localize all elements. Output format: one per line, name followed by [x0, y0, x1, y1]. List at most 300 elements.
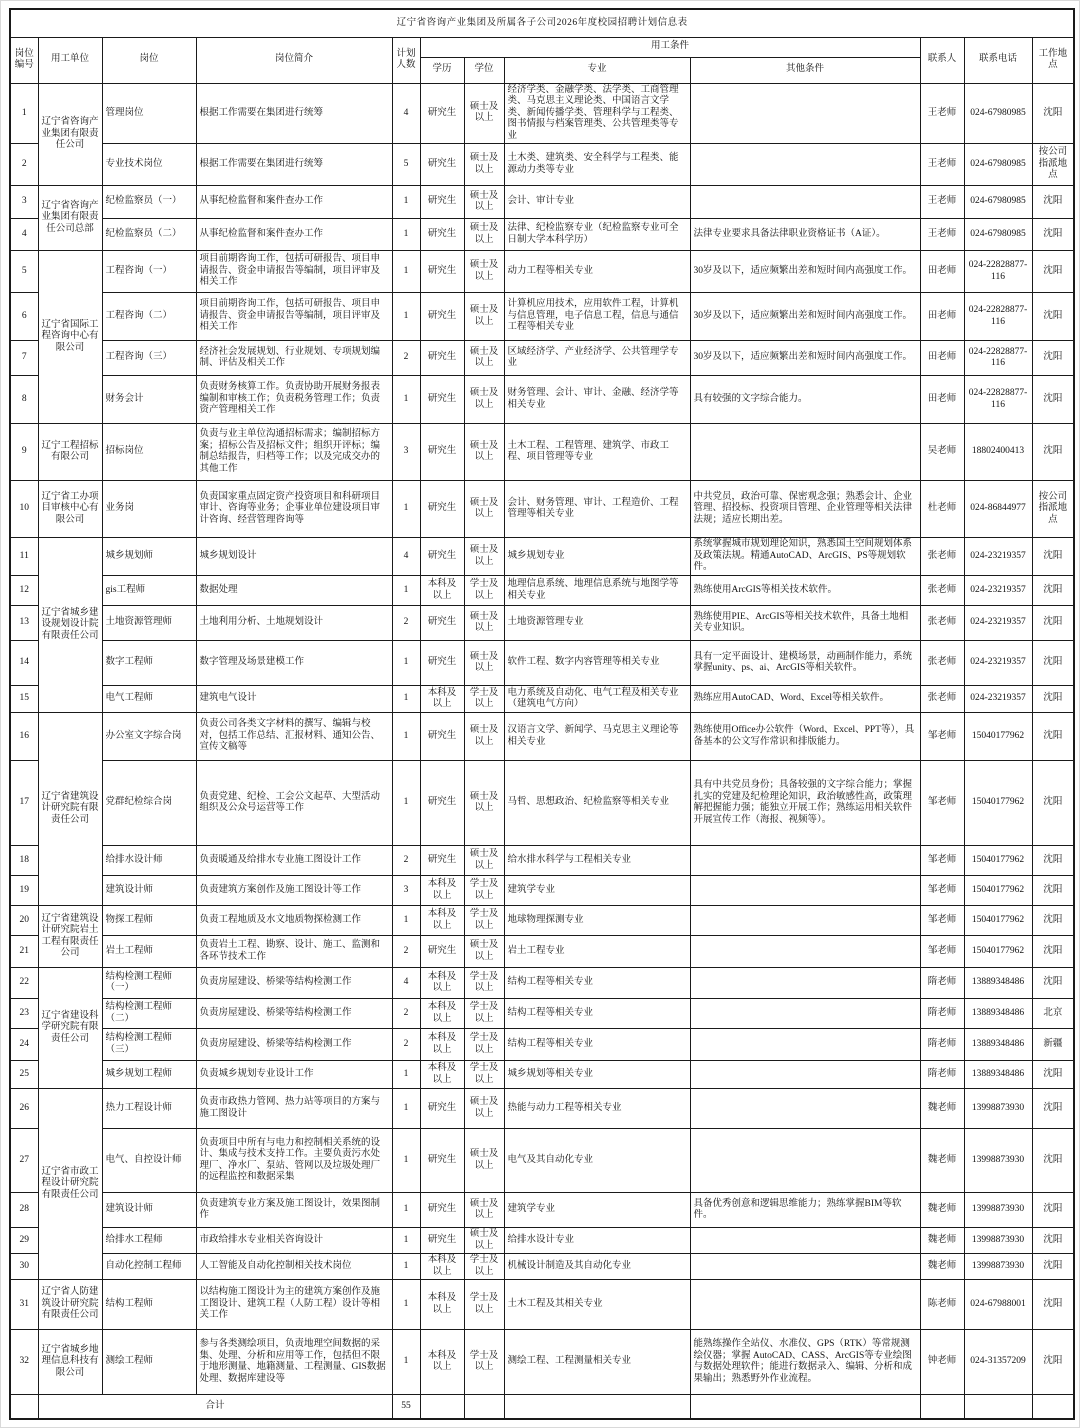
table-row [10, 1029, 1074, 1061]
cell-contact: 张老师 [920, 686, 964, 713]
cell-post-id: 27 [10, 1129, 38, 1193]
cell-plan-count: 1 [392, 761, 420, 846]
cell-post: 党群纪检综合岗 [102, 761, 196, 846]
cell-post-desc: 负责公司各类文字材料的撰写、编辑与校对，包括工作总结、汇报材料、通知公告、宣传文稿等 [196, 713, 392, 761]
cell-contact: 邹老师 [920, 846, 964, 876]
cell-contact: 王老师 [920, 144, 964, 186]
cell-major: 给排水设计专业 [504, 1228, 690, 1254]
cell-post: 工程咨询（一） [102, 251, 196, 293]
cell-degree: 学士及以上 [464, 968, 504, 999]
cell-post-id: 14 [10, 641, 38, 686]
cell-major: 计算机应用技术，应用软件工程，计算机与信息管理，电子信息工程，信息与通信工程等相关专业 [504, 293, 690, 341]
cell-phone: 024-31357209 [964, 1330, 1032, 1395]
cell-plan-count: 1 [392, 219, 420, 251]
cell-post-desc: 经济社会发展规划、行业规划、专项规划编制、评估及相关工作 [196, 341, 392, 376]
cell-phone: 18802400413 [964, 424, 1032, 481]
cell-major: 土木类、建筑类、安全科学与工程类、能源动力类等专业 [504, 144, 690, 186]
cell-other-conditions: 熟练使用Office办公软件（Word、Excel、PPT等），具备基本的公文写作常识和排版能力。 [690, 713, 920, 761]
cell-degree: 硕士及以上 [464, 341, 504, 376]
cell-contact: 田老师 [920, 341, 964, 376]
total-row [10, 1395, 1074, 1419]
table-row [10, 144, 1074, 186]
cell-location: 沈阳 [1032, 186, 1074, 219]
cell-employer: 辽宁工程招标有限公司 [38, 424, 102, 481]
cell-post-id: 4 [10, 219, 38, 251]
total-label: 合计 [38, 1395, 392, 1419]
recruitment-table [9, 8, 1075, 1420]
cell-education: 本科及以上 [420, 999, 464, 1029]
cell-post-desc: 负责党建、纪检、工会公文起草、大型活动组织及公众号运营等工作 [196, 761, 392, 846]
cell-other-conditions: 具备优秀创意和逻辑思维能力；熟练掌握BIM等软件。 [690, 1193, 920, 1228]
cell-post-desc: 市政给排水专业相关咨询设计 [196, 1228, 392, 1254]
cell-degree: 学士及以上 [464, 576, 504, 606]
cell-education: 研究生 [420, 1129, 464, 1193]
cell-phone: 15040177962 [964, 936, 1032, 968]
cell-other-conditions: 法律专业要求具备法律职业资格证书（A证）。 [690, 219, 920, 251]
cell-plan-count: 1 [392, 1330, 420, 1395]
cell-contact: 魏老师 [920, 1129, 964, 1193]
cell-post: 纪检监察员（一） [102, 186, 196, 219]
cell-major: 机械设计制造及其自动化专业 [504, 1254, 690, 1280]
cell-major: 岩土工程专业 [504, 936, 690, 968]
cell-major: 城乡规划专业 [504, 538, 690, 576]
cell-degree: 学士及以上 [464, 1061, 504, 1089]
cell-degree: 硕士及以上 [464, 1129, 504, 1193]
cell-plan-count: 1 [392, 186, 420, 219]
cell-education: 本科及以上 [420, 876, 464, 906]
cell-post-desc: 城乡规划设计 [196, 538, 392, 576]
table-row [10, 219, 1074, 251]
cell-education: 本科及以上 [420, 1254, 464, 1280]
cell-plan-count: 1 [392, 686, 420, 713]
cell-major: 给水排水科学与工程相关专业 [504, 846, 690, 876]
cell-phone: 13998873930 [964, 1254, 1032, 1280]
cell-education: 研究生 [420, 936, 464, 968]
cell-post: 工程咨询（三） [102, 341, 196, 376]
cell-post-desc: 负责暖通及给排水专业施工图设计工作 [196, 846, 392, 876]
cell-post: 自动化控制工程师 [102, 1254, 196, 1280]
cell-contact: 田老师 [920, 251, 964, 293]
cell-plan-count: 4 [392, 968, 420, 999]
cell-education: 研究生 [420, 1193, 464, 1228]
cell-post-id: 32 [10, 1330, 38, 1395]
cell-contact: 魏老师 [920, 1089, 964, 1129]
table-row [10, 481, 1074, 538]
cell-plan-count: 1 [392, 906, 420, 936]
cell-other-conditions: 熟练使用ArcGIS等相关技术软件。 [690, 576, 920, 606]
cell-degree: 硕士及以上 [464, 219, 504, 251]
cell-major: 电气及其自动化专业 [504, 1129, 690, 1193]
cell-phone: 13998873930 [964, 1193, 1032, 1228]
cell-post: 测绘工程师 [102, 1330, 196, 1395]
cell-post-desc: 负责房屋建设、桥梁等结构检测工作 [196, 1029, 392, 1061]
title-row [10, 9, 1074, 37]
cell-phone: 13889348486 [964, 968, 1032, 999]
table-row [10, 341, 1074, 376]
cell-post-id: 5 [10, 251, 38, 293]
table-row [10, 1254, 1074, 1280]
total-empty-cell [964, 1395, 1032, 1419]
cell-location: 北京 [1032, 999, 1074, 1029]
cell-post: 物探工程师 [102, 906, 196, 936]
cell-other-conditions [690, 1228, 920, 1254]
cell-post-id: 26 [10, 1089, 38, 1129]
cell-education: 本科及以上 [420, 968, 464, 999]
cell-major: 土地资源管理专业 [504, 606, 690, 641]
cell-degree: 学士及以上 [464, 876, 504, 906]
cell-major: 电力系统及自动化、电气工程及相关专业（建筑电气方向） [504, 686, 690, 713]
page-title: 辽宁省咨询产业集团及所属各子公司2026年度校园招聘计划信息表 [10, 9, 1074, 37]
cell-education: 本科及以上 [420, 1029, 464, 1061]
header-conditions: 用工条件 [420, 37, 920, 57]
cell-degree: 硕士及以上 [464, 761, 504, 846]
cell-post: 热力工程设计师 [102, 1089, 196, 1129]
total-count: 55 [392, 1395, 420, 1419]
cell-post-id: 3 [10, 186, 38, 219]
cell-plan-count: 4 [392, 83, 420, 144]
cell-education: 研究生 [420, 481, 464, 538]
header-post: 岗位 [102, 37, 196, 83]
cell-post: 土地资源管理师 [102, 606, 196, 641]
cell-education: 本科及以上 [420, 686, 464, 713]
cell-contact: 邹老师 [920, 713, 964, 761]
cell-education: 本科及以上 [420, 1280, 464, 1330]
table-row [10, 606, 1074, 641]
table-row [10, 1280, 1074, 1330]
cell-degree: 硕士及以上 [464, 1228, 504, 1254]
cell-education: 研究生 [420, 376, 464, 424]
cell-employer: 辽宁省建筑设计研究院岩土工程有限责任公司 [38, 906, 102, 968]
cell-plan-count: 1 [392, 713, 420, 761]
cell-phone: 024-67980985 [964, 186, 1032, 219]
cell-post-id: 1 [10, 83, 38, 144]
cell-contact: 邹老师 [920, 936, 964, 968]
total-empty-cell [464, 1395, 504, 1419]
cell-education: 研究生 [420, 83, 464, 144]
cell-employer: 辽宁省城乡地理信息科技有限公司 [38, 1330, 102, 1395]
cell-post: 结构工程师 [102, 1280, 196, 1330]
cell-post-desc: 参与各类测绘项目，负责地理空间数据的采集、处理、分析和应用等工作，包括但不限于地形测量、地籍测量、工程测量、GIS数据处理、数据库建设等 [196, 1330, 392, 1395]
cell-phone: 13998873930 [964, 1228, 1032, 1254]
cell-plan-count: 2 [392, 341, 420, 376]
cell-post: 管理岗位 [102, 83, 196, 144]
cell-contact: 田老师 [920, 376, 964, 424]
total-empty-cell [690, 1395, 920, 1419]
cell-post: 结构检测工程师（三） [102, 1029, 196, 1061]
cell-employer: 辽宁省市政工程设计研究院有限责任公司 [38, 1089, 102, 1280]
cell-plan-count: 1 [392, 1254, 420, 1280]
cell-other-conditions: 30岁及以下，适应频繁出差和短时间内高强度工作。 [690, 293, 920, 341]
cell-post-desc: 数字管理及场景建模工作 [196, 641, 392, 686]
cell-post-id: 31 [10, 1280, 38, 1330]
cell-post-id: 22 [10, 968, 38, 999]
header-education: 学历 [420, 57, 464, 83]
cell-post-id: 18 [10, 846, 38, 876]
cell-other-conditions: 熟练使用PIE、ArcGIS等相关技术软件，具备土地相关专业知识。 [690, 606, 920, 641]
cell-degree: 硕士及以上 [464, 83, 504, 144]
cell-education: 本科及以上 [420, 576, 464, 606]
cell-other-conditions [690, 1254, 920, 1280]
cell-major: 区域经济学、产业经济学、公共管理学专业 [504, 341, 690, 376]
cell-contact: 魏老师 [920, 1228, 964, 1254]
cell-other-conditions: 中共党员，政治可靠、保密观念强；熟悉会计、企业管理、招投标、投资项目管理、企业管理等相关法律法规；适应长期出差。 [690, 481, 920, 538]
cell-phone: 13998873930 [964, 1129, 1032, 1193]
cell-education: 研究生 [420, 341, 464, 376]
cell-plan-count: 1 [392, 576, 420, 606]
cell-post: 城乡规划师 [102, 538, 196, 576]
cell-major: 经济学类、金融学类、法学类、工商管理类、马克思主义理论类、中国语言文学类、新闻传播学类、管理科学与工程类、图书情报与档案管理类、公共管理类等专业 [504, 83, 690, 144]
cell-degree: 硕士及以上 [464, 293, 504, 341]
cell-contact: 张老师 [920, 576, 964, 606]
cell-education: 研究生 [420, 761, 464, 846]
cell-post-desc: 负责房屋建设、桥梁等结构检测工作 [196, 968, 392, 999]
total-empty-cell [504, 1395, 690, 1419]
cell-post-id: 11 [10, 538, 38, 576]
cell-contact: 张老师 [920, 641, 964, 686]
cell-location: 按公司指派地点 [1032, 144, 1074, 186]
cell-location: 沈阳 [1032, 1330, 1074, 1395]
cell-education: 研究生 [420, 144, 464, 186]
cell-education: 研究生 [420, 1089, 464, 1129]
cell-major: 结构工程等相关专业 [504, 968, 690, 999]
cell-location: 沈阳 [1032, 1089, 1074, 1129]
cell-location: 沈阳 [1032, 906, 1074, 936]
cell-major: 土木工程、工程管理、建筑学、市政工程、项目管理等专业 [504, 424, 690, 481]
cell-post: 结构检测工程师（一） [102, 968, 196, 999]
cell-major: 会计、审计专业 [504, 186, 690, 219]
cell-contact: 钟老师 [920, 1330, 964, 1395]
cell-post-desc: 负责房屋建设、桥梁等结构检测工作 [196, 999, 392, 1029]
cell-degree: 硕士及以上 [464, 641, 504, 686]
cell-phone: 15040177962 [964, 876, 1032, 906]
cell-plan-count: 1 [392, 1129, 420, 1193]
cell-post: 给排水设计师 [102, 846, 196, 876]
cell-post: 电气工程师 [102, 686, 196, 713]
cell-contact: 魏老师 [920, 1193, 964, 1228]
cell-other-conditions: 30岁及以下，适应频繁出差和短时间内高强度工作。 [690, 341, 920, 376]
cell-phone: 024-23219357 [964, 576, 1032, 606]
cell-plan-count: 1 [392, 1061, 420, 1089]
cell-education: 本科及以上 [420, 1061, 464, 1089]
cell-phone: 024-86844977 [964, 481, 1032, 538]
cell-post-desc: 人工智能及自动化控制相关技术岗位 [196, 1254, 392, 1280]
header-degree: 学位 [464, 57, 504, 83]
cell-post-desc: 负责财务核算工作。负责协助开展财务报表编制和审核工作；负责税务管理工作；负责资产管理相关工作 [196, 376, 392, 424]
cell-contact: 隋老师 [920, 1029, 964, 1061]
cell-contact: 王老师 [920, 219, 964, 251]
cell-post-id: 29 [10, 1228, 38, 1254]
table-row [10, 1129, 1074, 1193]
cell-degree: 学士及以上 [464, 1330, 504, 1395]
table-row [10, 1330, 1074, 1395]
cell-degree: 学士及以上 [464, 1280, 504, 1330]
cell-post: 招标岗位 [102, 424, 196, 481]
cell-phone: 13889348486 [964, 1061, 1032, 1089]
cell-post: 给排水工程师 [102, 1228, 196, 1254]
cell-plan-count: 3 [392, 876, 420, 906]
cell-post: 业务岗 [102, 481, 196, 538]
header-post-desc: 岗位简介 [196, 37, 392, 83]
cell-degree: 硕士及以上 [464, 606, 504, 641]
cell-major: 结构工程等相关专业 [504, 1029, 690, 1061]
table-row [10, 761, 1074, 846]
table-row [10, 936, 1074, 968]
header-plan-count: 计划人数 [392, 37, 420, 83]
cell-plan-count: 2 [392, 1029, 420, 1061]
cell-degree: 硕士及以上 [464, 713, 504, 761]
cell-post-id: 21 [10, 936, 38, 968]
table-row [10, 641, 1074, 686]
cell-post: 工程咨询（二） [102, 293, 196, 341]
cell-post-id: 6 [10, 293, 38, 341]
cell-plan-count: 1 [392, 1228, 420, 1254]
cell-location: 沈阳 [1032, 876, 1074, 906]
cell-post-id: 19 [10, 876, 38, 906]
cell-other-conditions [690, 999, 920, 1029]
cell-education: 研究生 [420, 606, 464, 641]
cell-location: 沈阳 [1032, 686, 1074, 713]
cell-major: 建筑学专业 [504, 1193, 690, 1228]
cell-degree: 硕士及以上 [464, 481, 504, 538]
cell-contact: 魏老师 [920, 1254, 964, 1280]
cell-location: 沈阳 [1032, 251, 1074, 293]
cell-education: 研究生 [420, 1228, 464, 1254]
cell-degree: 硕士及以上 [464, 376, 504, 424]
cell-contact: 杜老师 [920, 481, 964, 538]
cell-post-id: 17 [10, 761, 38, 846]
cell-contact: 隋老师 [920, 999, 964, 1029]
cell-phone: 024-22828877-116 [964, 251, 1032, 293]
cell-post-desc: 以结构施工图设计为主的建筑方案创作及施工图设计、建筑工程（人防工程）设计等相关工作 [196, 1280, 392, 1330]
cell-location: 沈阳 [1032, 1228, 1074, 1254]
cell-degree: 硕士及以上 [464, 846, 504, 876]
cell-phone: 024-23219357 [964, 606, 1032, 641]
cell-degree: 学士及以上 [464, 906, 504, 936]
cell-education: 研究生 [420, 293, 464, 341]
cell-other-conditions [690, 1029, 920, 1061]
table-row [10, 293, 1074, 341]
cell-employer: 辽宁省建设科学研究院有限责任公司 [38, 968, 102, 1089]
cell-post-desc: 土地利用分析、土地规划设计 [196, 606, 392, 641]
cell-employer: 辽宁省城乡建设规划设计院有限责任公司 [38, 538, 102, 713]
cell-post: 电气、自控设计师 [102, 1129, 196, 1193]
cell-location: 沈阳 [1032, 293, 1074, 341]
header-contact: 联系人 [920, 37, 964, 83]
cell-contact: 邹老师 [920, 876, 964, 906]
cell-post-desc: 负责项目中所有与电力和控制相关系统的设计、集成与技术支持工作。主要负责污水处理厂、净水厂、泵站、管网以及垃圾处理厂的远程监控和数据采集 [196, 1129, 392, 1193]
cell-other-conditions [690, 1129, 920, 1193]
cell-employer: 辽宁省咨询产业集团有限责任公司 [38, 83, 102, 186]
cell-other-conditions: 具有较强的文字综合能力。 [690, 376, 920, 424]
cell-phone: 024-22828877-116 [964, 376, 1032, 424]
cell-post-desc: 建筑电气设计 [196, 686, 392, 713]
cell-contact: 邹老师 [920, 906, 964, 936]
table-row [10, 906, 1074, 936]
cell-contact: 隋老师 [920, 1061, 964, 1089]
table-row [10, 686, 1074, 713]
cell-other-conditions [690, 186, 920, 219]
cell-post: 专业技术岗位 [102, 144, 196, 186]
table-row [10, 1061, 1074, 1089]
cell-other-conditions [690, 936, 920, 968]
cell-location: 沈阳 [1032, 713, 1074, 761]
cell-post-desc: 负责与业主单位沟通招标需求；编制招标方案；招标公告及招标文件；组织开评标；编制总结报告，归档等工作；以及完成交办的其他工作 [196, 424, 392, 481]
cell-location: 沈阳 [1032, 424, 1074, 481]
cell-major: 动力工程等相关专业 [504, 251, 690, 293]
cell-post-desc: 从事纪检监督和案件查办工作 [196, 186, 392, 219]
cell-major: 会计、财务管理、审计、工程造价、工程管理等相关专业 [504, 481, 690, 538]
cell-other-conditions [690, 876, 920, 906]
cell-post: gis工程师 [102, 576, 196, 606]
cell-degree: 学士及以上 [464, 1254, 504, 1280]
cell-phone: 15040177962 [964, 761, 1032, 846]
cell-post: 建筑设计师 [102, 876, 196, 906]
cell-post-desc: 项目前期咨询工作，包括可研报告、项目申请报告、资金申请报告等编制，项目评审及相关工作 [196, 293, 392, 341]
cell-location: 沈阳 [1032, 936, 1074, 968]
cell-other-conditions [690, 424, 920, 481]
cell-contact: 王老师 [920, 186, 964, 219]
cell-post-id: 28 [10, 1193, 38, 1228]
cell-degree: 硕士及以上 [464, 144, 504, 186]
cell-contact: 张老师 [920, 606, 964, 641]
cell-plan-count: 4 [392, 538, 420, 576]
cell-contact: 王老师 [920, 83, 964, 144]
cell-plan-count: 1 [392, 481, 420, 538]
table-row [10, 1089, 1074, 1129]
table-row [10, 1193, 1074, 1228]
cell-other-conditions: 30岁及以下，适应频繁出差和短时间内高强度工作。 [690, 251, 920, 293]
cell-post-id: 7 [10, 341, 38, 376]
cell-post-desc: 负责建筑专业方案及施工图设计，效果图制作 [196, 1193, 392, 1228]
cell-location: 沈阳 [1032, 538, 1074, 576]
cell-education: 研究生 [420, 219, 464, 251]
cell-plan-count: 1 [392, 293, 420, 341]
cell-education: 本科及以上 [420, 1330, 464, 1395]
table-row [10, 876, 1074, 906]
cell-plan-count: 2 [392, 999, 420, 1029]
cell-other-conditions [690, 968, 920, 999]
table-row [10, 186, 1074, 219]
cell-degree: 硕士及以上 [464, 936, 504, 968]
table-row [10, 576, 1074, 606]
cell-other-conditions [690, 1280, 920, 1330]
cell-location: 沈阳 [1032, 83, 1074, 144]
cell-employer: 辽宁省咨询产业集团有限责任公司总部 [38, 186, 102, 251]
cell-degree: 硕士及以上 [464, 538, 504, 576]
cell-post-desc: 负责市政热力管网、热力站等项目的方案与施工图设计 [196, 1089, 392, 1129]
cell-phone: 15040177962 [964, 713, 1032, 761]
cell-degree: 硕士及以上 [464, 1193, 504, 1228]
cell-phone: 024-67980985 [964, 219, 1032, 251]
cell-post-id: 8 [10, 376, 38, 424]
cell-employer: 辽宁省国际工程咨询中心有限公司 [38, 251, 102, 424]
cell-other-conditions [690, 1061, 920, 1089]
cell-post-id: 24 [10, 1029, 38, 1061]
cell-phone: 15040177962 [964, 906, 1032, 936]
cell-phone: 13889348486 [964, 1029, 1032, 1061]
cell-employer: 辽宁省建筑设计研究院有限责任公司 [38, 713, 102, 906]
cell-other-conditions [690, 1089, 920, 1129]
cell-location: 沈阳 [1032, 968, 1074, 999]
cell-degree: 学士及以上 [464, 1029, 504, 1061]
cell-location: 沈阳 [1032, 1193, 1074, 1228]
cell-plan-count: 1 [392, 1193, 420, 1228]
cell-post-desc: 负责工程地质及水文地质物探检测工作 [196, 906, 392, 936]
cell-location: 沈阳 [1032, 1129, 1074, 1193]
cell-degree: 硕士及以上 [464, 1089, 504, 1129]
cell-location: 沈阳 [1032, 1061, 1074, 1089]
cell-location: 沈阳 [1032, 606, 1074, 641]
